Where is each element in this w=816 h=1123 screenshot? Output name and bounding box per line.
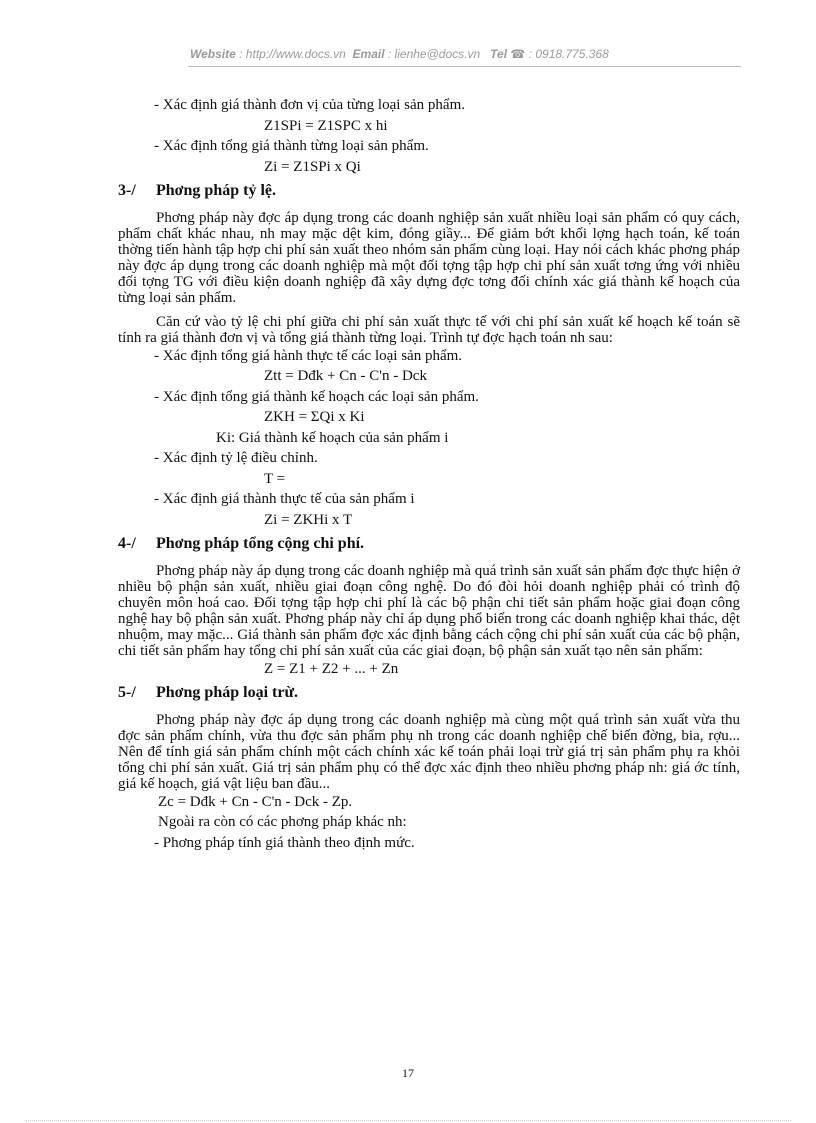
tel-value: : 0918.775.368 (528, 47, 609, 61)
paragraph: Phơng pháp này áp dụng trong các doanh nghiệp mà quá trình sản xuất sản phẩm đợc thực hiện ở nhiều bộ phận sản xuất, nhiều giai đoạn công nghệ. Do đó đòi hỏi doanh nghiệp phải có trình độ chuyên môn hoá cao. Đối tợng tập hợp chi phí là các bộ phận chi tiết sản phẩm hoặc giai đoạn công nghệ hay bộ phận sản xuất. Phơng pháp này chỉ áp dụng phổ biến trong các doanh nghiệp khai thác, dệt nhuộm, may mặc... Giá thành sản phẩm đợc xác định bằng cách cộng chi phí sản xuất của các bộ phận, chi tiết sản phẩm hay tổng chi phí sản xuất của các giai đoạn, bộ phận sản xuất tạo nên sản phẩm: (118, 562, 740, 659)
formula-total-cost: Zi = Z1SPi x Qi (264, 158, 361, 175)
bullet-plan-cost: - Xác định tổng giá thành kế hoạch các loại sản phẩm. (154, 388, 479, 405)
section-heading-3 (118, 181, 740, 202)
formula-plan-cost-note: Ki: Giá thành kế hoạch của sản phẩm i (216, 429, 449, 446)
section-number: 5-/ (118, 684, 136, 701)
formula-exclusion: Zc = Dđk + Cn - C'n - Dck - Zp. (158, 793, 353, 810)
section-number: 3-/ (118, 182, 136, 199)
paragraph: Phơng pháp này đợc áp dụng trong các doanh nghiệp sản xuất nhiều loại sản phẩm có quy cách, phẩm chất khác nhau, nh may mặc dệt kim, đóng giầy... Để giảm bớt khối lợng hạch toán, kế toán thờng tiến hành tập hợp chi phí sản xuất theo nhóm sản phẩm cùng loại. Hay nói cách khác phơng pháp này đợc áp dụng trong các doanh nghiệp mà một đối tợng tập hợp chi phí sản xuất tơng ứng với nhiều đối tợng TG với điều kiện doanh nghiệp đã xây dựng đợc tơng đối chính xác giá thành kế hoạch của từng loại sản phẩm. (118, 209, 740, 306)
formula-plan-cost: ZKH = ΣQi x Ki (264, 409, 365, 425)
email-value: : lienhe@docs.vn (387, 47, 481, 61)
formula-sum: Z = Z1 + Z2 + ... + Zn (264, 660, 399, 677)
section-title: Phơng pháp tổng cộng chi phí. (156, 535, 365, 552)
formula-actual-unit-cost: Zi = ZKHi x T (264, 511, 353, 528)
email-label: Email (352, 47, 385, 61)
paragraph: Căn cứ vào tỷ lệ chi phí giữa chi phí sản xuất thực tế với chi phí sản xuất kế hoạch kế toán sẽ tính ra giá thành đơn vị và tổng giá thành từng loại. Trình tự đợc hạch toán nh sau: (118, 313, 740, 346)
bullet-unit-cost: - Xác định giá thành đơn vị của từng loại sản phẩm. (154, 97, 465, 113)
bullet-actual-cost: - Xác định tổng giá hành thực tế các loại sản phẩm. (154, 347, 463, 364)
section-heading-5 (118, 683, 740, 704)
header-divider (188, 66, 741, 67)
bullet-norm-method: - Phơng pháp tính giá thành theo định mức. (154, 834, 415, 851)
page-header (190, 47, 750, 61)
other-methods-text: Ngoài ra còn có các phơng pháp khác nh: (158, 814, 407, 830)
formula-unit-cost: Z1SPi = Z1SPC x hi (264, 117, 388, 134)
page-number: 17 (402, 1066, 414, 1080)
section-heading-4 (118, 534, 740, 555)
bullet-total-cost: - Xác định tổng giá thành từng loại sản phẩm. (154, 138, 429, 154)
formula-actual-cost: Ztt = Dđk + Cn - C'n - Dck (264, 368, 427, 384)
footer-divider (25, 1120, 791, 1121)
paragraph: Phơng pháp này đợc áp dụng trong các doanh nghiệp mà cùng một quá trình sản xuất vừa thu đợc sản phẩm chính, vừa thu đợc sản phẩm phụ nh trong các doanh nghiệp chế biến đờng, bia, rợu... Nên để tính giá sản phẩm chính một cách chính xác kế toán phải loại trừ giá trị sản phẩm phụ ra khỏi tổng chi phí sản xuất. Giá trị sản phẩm phụ có thể đợc xác định theo nhiều phơng pháp nh: giá ớc tính, giá kế hoạch, giá vật liệu ban đầu... (118, 711, 740, 792)
website-value: : http://www.docs.vn (239, 47, 346, 61)
section-number: 4-/ (118, 535, 136, 552)
section-title: Phơng pháp loại trừ. (156, 684, 299, 701)
website-label: Website (190, 47, 236, 61)
tel-label: Tel (490, 47, 508, 61)
phone-icon: ☎ (510, 47, 526, 61)
formula-adjust-ratio: T = (264, 470, 286, 487)
section-title: Phơng pháp tỷ lệ. (156, 182, 276, 199)
bullet-actual-unit-cost: - Xác định giá thành thực tế của sản phẩm i (154, 491, 415, 507)
bullet-adjust-ratio: - Xác định tỷ lệ điều chỉnh. (154, 450, 318, 466)
document-body (118, 95, 740, 853)
